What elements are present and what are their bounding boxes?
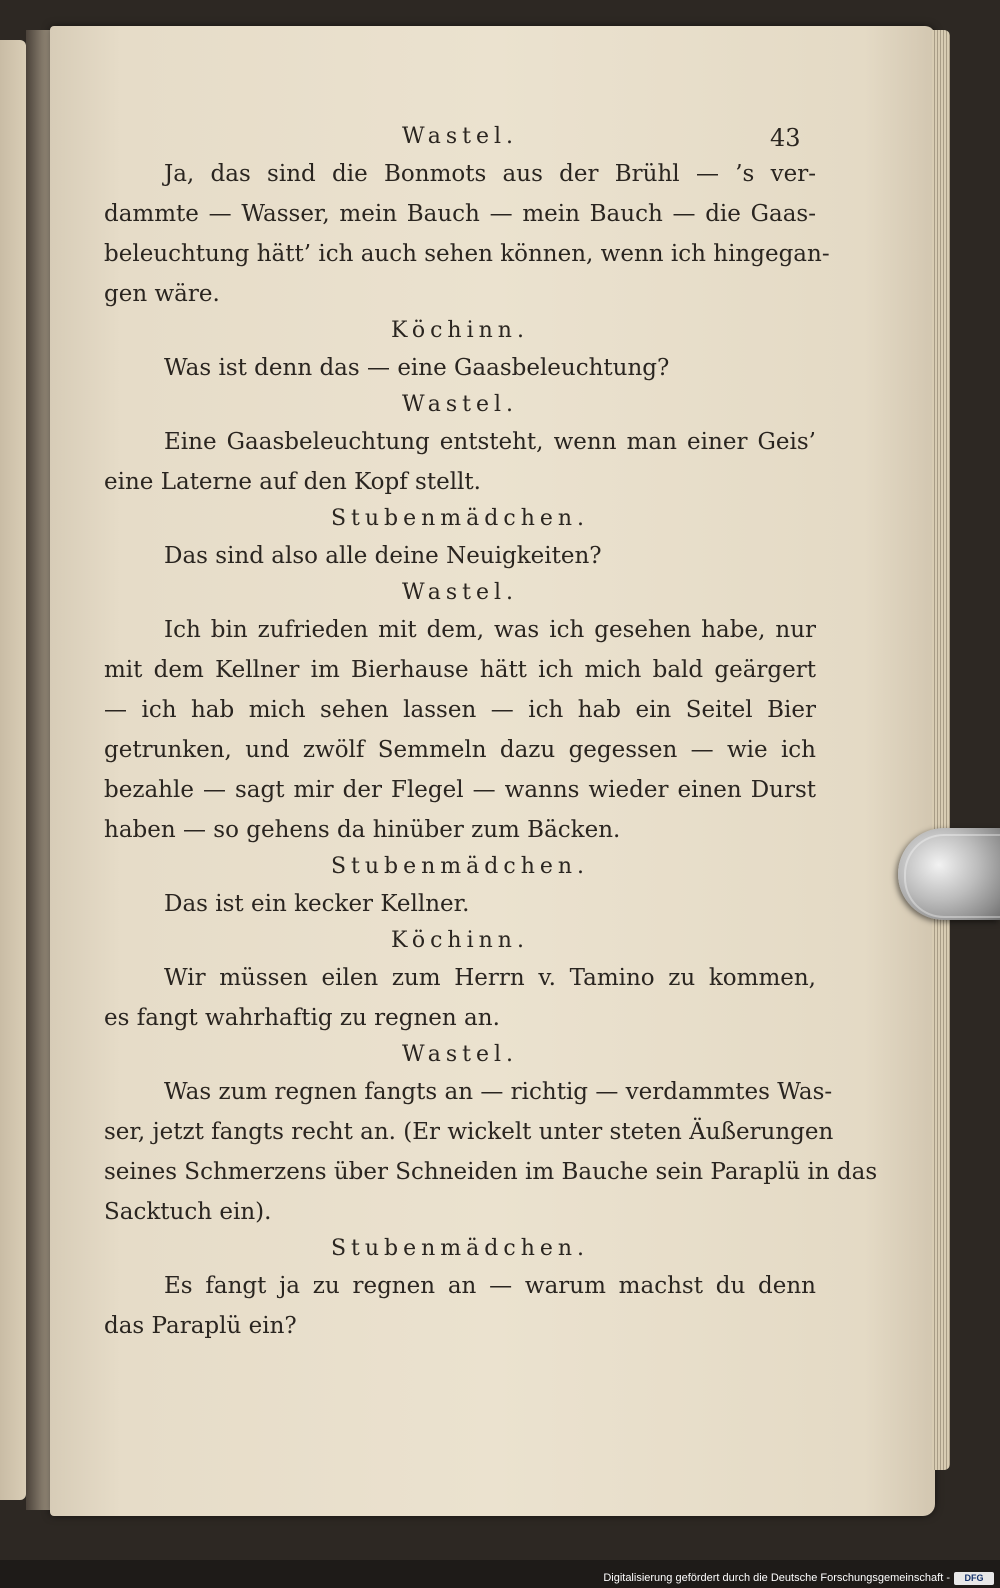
text-line: gen wäre. — [104, 281, 220, 307]
speaker-name: Stubenmädchen. — [330, 1236, 590, 1261]
speaker-name: Wastel. — [402, 580, 518, 605]
left-page-edge — [0, 40, 26, 1500]
text-line: — ich hab mich sehen lassen — ich hab ein Seitel Bier — [104, 697, 816, 723]
text-line: dammte — Wasser, mein Bauch — mein Bauch — die Gaas- — [104, 201, 816, 227]
speaker-name: Köchinn. — [391, 928, 529, 953]
text-line: Wir müssen eilen zum Herrn v. Tamino zu kommen, — [164, 965, 816, 991]
text-line: Das sind also alle deine Neuigkeiten? — [164, 543, 602, 569]
text-body — [104, 120, 878, 1346]
speaker-name: Köchinn. — [391, 318, 529, 343]
speaker-name: Wastel. — [402, 124, 518, 149]
text-line: Es fangt ja zu regnen an — warum machst du denn — [164, 1273, 816, 1299]
text-line: das Paraplü ein? — [104, 1313, 297, 1339]
text-line: Sacktuch ein). — [104, 1199, 272, 1225]
text-line: beleuchtung hätt’ ich auch sehen können, wenn ich hingegan- — [104, 241, 830, 267]
footer-credit: Digitalisierung gefördert durch die Deutsche Forschungsgemeinschaft - — [603, 1572, 950, 1584]
text-line: ser, jetzt fangts recht an. (Er wickelt unter steten Äußerungen — [104, 1119, 834, 1145]
dfg-logo-icon: DFG — [954, 1572, 994, 1585]
speaker-name: Stubenmädchen. — [330, 506, 590, 531]
page-edges — [932, 30, 950, 1470]
text-line: Das ist ein kecker Kellner. — [164, 891, 470, 917]
text-line: Eine Gaasbeleuchtung entsteht, wenn man einer Geis’ — [164, 429, 816, 455]
text-line: eine Laterne auf den Kopf stellt. — [104, 469, 481, 495]
speaker-name: Wastel. — [402, 1042, 518, 1067]
text-line: Was ist denn das — eine Gaasbeleuchtung? — [164, 355, 670, 381]
speaker-name: Stubenmädchen. — [330, 854, 590, 879]
text-line: Was zum regnen fangts an — richtig — verdammtes Was- — [164, 1079, 833, 1105]
speaker-name: Wastel. — [402, 392, 518, 417]
metal-clip-icon — [898, 828, 1000, 920]
text-line: haben — so gehens da hinüber zum Bäcken. — [104, 817, 621, 843]
text-line: bezahle — sagt mir der Flegel — wanns wieder einen Durst — [104, 777, 816, 803]
text-line: Ich bin zufrieden mit dem, was ich gesehen habe, nur — [164, 617, 816, 643]
text-line: Ja, das sind die Bonmots aus der Brühl — ’s ver- — [164, 161, 816, 187]
text-line: seines Schmerzens über Schneiden im Bauche sein Paraplü in das — [104, 1159, 878, 1185]
text-line: mit dem Kellner im Bierhause hätt ich mich bald geärgert — [104, 657, 816, 683]
text-line: getrunken, und zwölf Semmeln dazu gegessen — wie ich — [104, 737, 816, 763]
text-line: es fangt wahrhaftig zu regnen an. — [104, 1005, 500, 1031]
page-number: 43 — [770, 124, 801, 152]
